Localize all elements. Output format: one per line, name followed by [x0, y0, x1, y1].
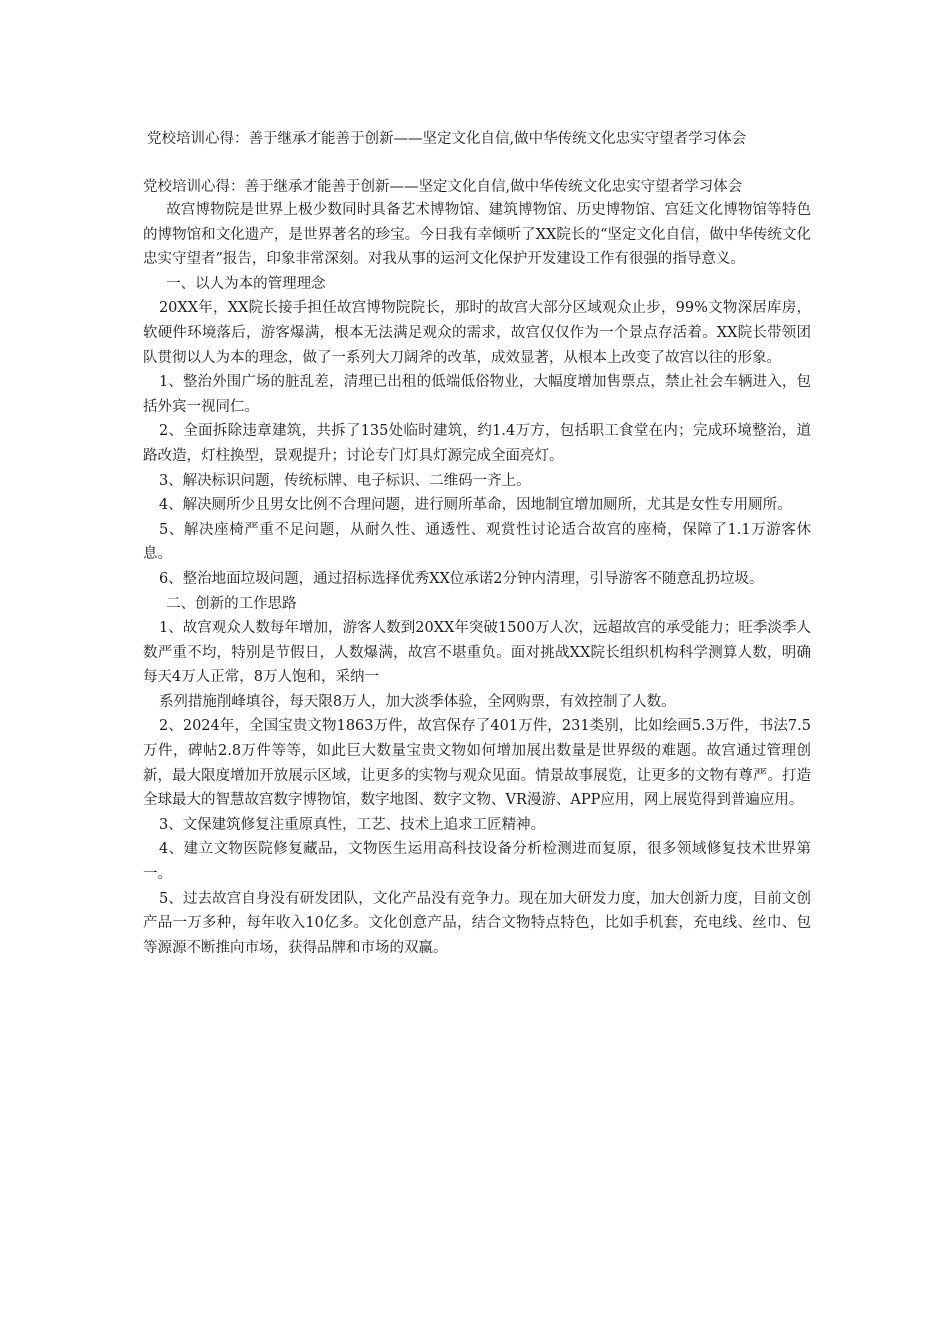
- paragraph-continuation: 系列措施削峰填谷，每天限8万人，加大淡季体验，全网购票，有效控制了人数。: [158, 693, 676, 710]
- list-item: 1、故宫观众人数每年增加，游客人数到20XX年突破1500万人次，远超故宫的承受能力；旺季淡季人数严重不均，特别是节假日，人数爆满，故宫不堪重负。面对挑战XX院长组织机构科学测算人数，明确每天4万人正常，8万人饱和，采纳一: [143, 620, 811, 686]
- list-item: 4、解决厕所少且男女比例不合理问题，进行厕所革命，因地制宜增加厕所，尤其是女性专用厕所。: [158, 497, 792, 514]
- list-item: 1、整治外围广场的脏乱差，清理已出租的低端低俗物业，大幅度增加售票点，禁止社会车辆进入，包括外宾一视同仁。: [143, 374, 811, 415]
- list-item: 5、过去故宫自身没有研发团队，文化产品没有竞争力。现在加大研发力度，加大创新力度，目前文创产品一万多种，每年收入10亿多。文化创意产品，结合文物特点特色，比如手机套，充电线、丝巾、包等源源不断推向市场，获得品牌和市场的双赢。: [143, 890, 811, 956]
- section-heading: 二、创新的工作思路: [166, 595, 297, 612]
- list-item: 2、2024年，全国宝贵文物1863万件，故宫保存了401万件，231类别，比如绘画5.3万件，书法7.5万件，碑帖2.8万件等等，如此巨大数量宝贵文物如何增加展出数量是世界级的难题。故宫通过管理创新，最大限度增加开放展示区域，让更多的实物与观众见面。情景故事展览，让更多的文物有尊严。打造全球最大的智慧故宫数字博物馆，数字地图、数字文物、VR漫游、APP应用，网上展览得到普遍应用。: [143, 718, 811, 809]
- list-item: 6、整治地面垃圾问题，通过招标选择优秀XX位承诺2分钟内清理，引导游客不随意乱扔垃圾。: [158, 570, 764, 587]
- list-item: 4、建立文物医院修复藏品，文物医生运用高科技设备分析检测进而复原，很多领域修复技术世界第一。: [143, 841, 811, 883]
- list-item: 3、文保建筑修复注重原真性，工艺、技术上追求工匠精神。: [158, 816, 546, 833]
- document-subtitle: 党校培训心得：善于继承才能善于创新——坚定文化自信,做中华传统文化忠实守望者学习体会: [143, 179, 743, 195]
- paragraph: 20XX年，XX院长接手担任故宫博物院院长，那时的故宫大部分区域观众止步，99%文物深居库房，软硬件环境落后，游客爆满，根本无法满足观众的需求，故宫仅仅作为一个景点存活着。XX院长带领团队贯彻以人为本的理念，做了一系列大刀阔斧的改革，成效显著，从根本上改变了故宫以往的形象。: [143, 300, 811, 366]
- list-item: 2、全面拆除违章建筑，共拆了135处临时建筑，约1.4万方，包括职工食堂在内；完成环境整治，道路改造，灯柱换型，景观提升；讨论专门灯具灯源完成全面亮灯。: [143, 423, 811, 464]
- paragraph: 故宫博物院是世界上极少数同时具备艺术博物馆、建筑博物馆、历史博物馆、宫廷文化博物馆等特色的博物馆和文化遗产，是世界著名的珍宝。今日我有幸倾听了XX院长的“坚定文化自信，做中华传统文化忠实守望者”报告，印象非常深刻。对我从事的运河文化保护开发建设工作有很强的指导意义。: [143, 202, 811, 268]
- section-heading: 一、以人为本的管理理念: [166, 275, 326, 292]
- document-body: [143, 178, 811, 960]
- list-item: 3、解决标识问题，传统标牌、电子标识、二维码一齐上。: [158, 472, 531, 489]
- document-title: 党校培训心得：善于继承才能善于创新——坚定文化自信,做中华传统文化忠实守望者学习体会: [147, 131, 747, 147]
- list-item: 5、解决座椅严重不足问题，从耐久性、通透性、观赏性讨论适合故宫的座椅，保障了1.1万游客休息。: [143, 521, 811, 563]
